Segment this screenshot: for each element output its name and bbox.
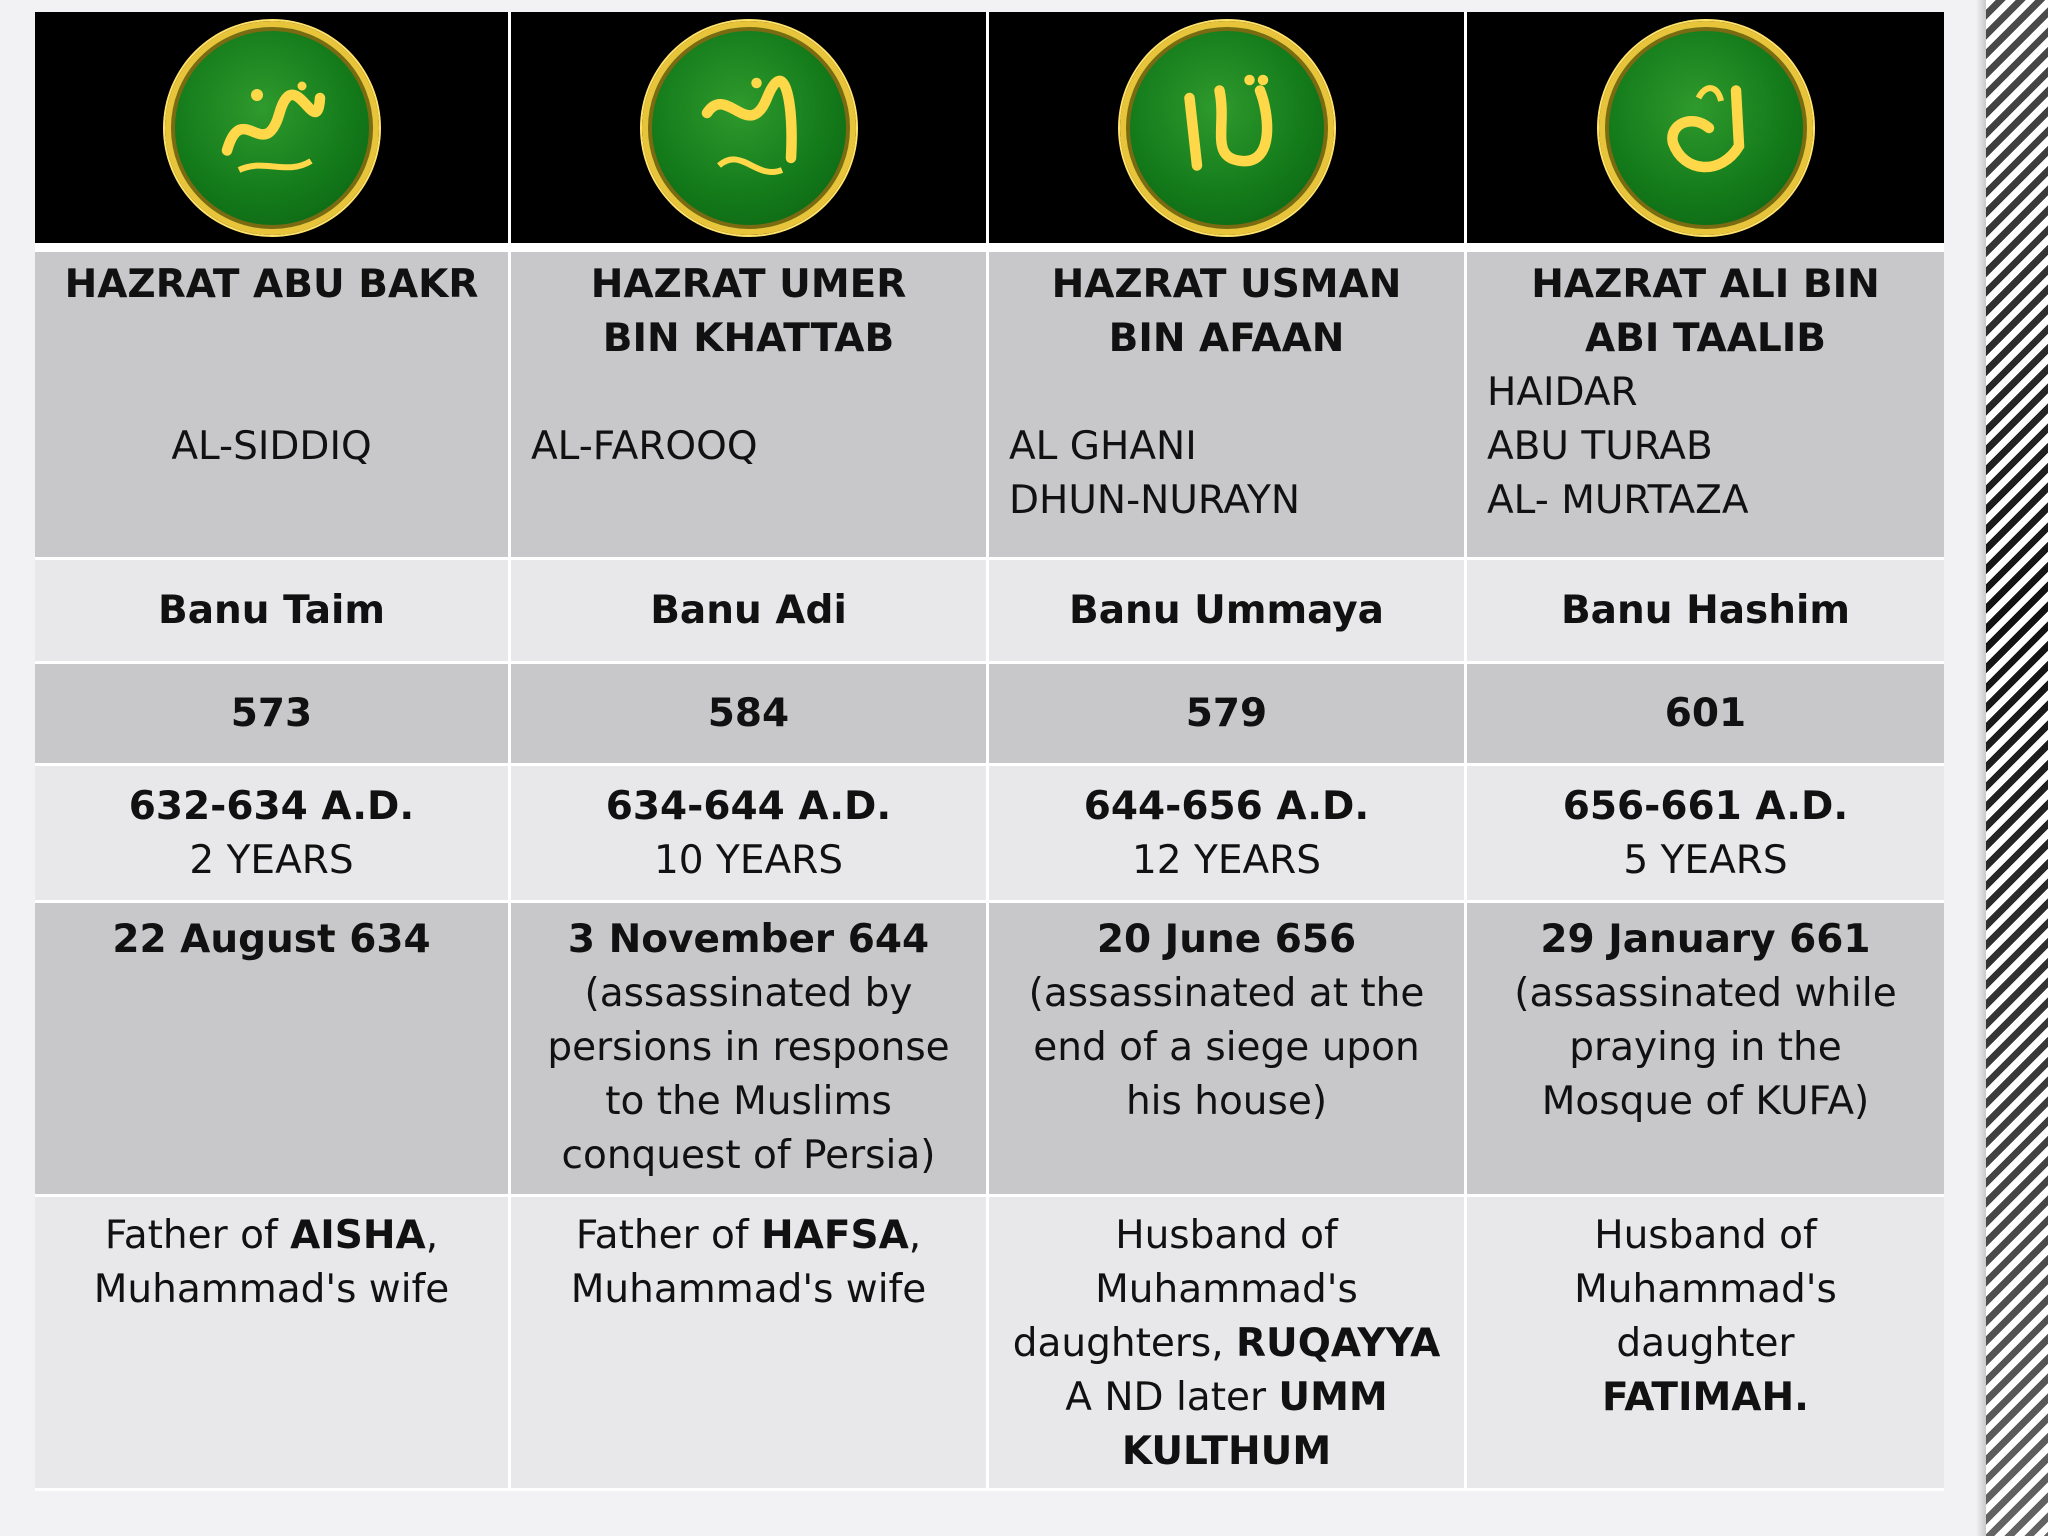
death-date: 22 August 634: [112, 917, 431, 962]
seal-cell-3: [989, 12, 1467, 252]
relation-cell: [511, 1197, 989, 1491]
name-cell-1: [35, 252, 511, 560]
name-cell-4: [1467, 252, 1944, 560]
relation-text: Husband of Muhammad's daughter: [1574, 1213, 1837, 1366]
umar-seal-icon: [642, 21, 856, 235]
clan-cell: Banu Adi: [511, 560, 989, 664]
clan-cell: Banu Hashim: [1467, 560, 1944, 664]
decorative-side-pattern: [1986, 0, 2048, 1536]
death-note: (assassinated by persions in response to the Muslims conquest of Persia): [547, 971, 950, 1178]
caliph-title: ABU TURAB: [1487, 424, 1713, 469]
death-date: 20 June 656: [1096, 917, 1357, 962]
death-cell-2: [511, 903, 989, 1197]
reign-cell-4: [1467, 766, 1944, 903]
reign-cell-3: [989, 766, 1467, 903]
caliph-title: AL-SIDDIQ: [171, 424, 372, 469]
caliph-title: AL- MURTAZA: [1487, 478, 1749, 523]
caliph-name: HAZRAT ABU BAKR: [64, 262, 479, 307]
caliph-name: HAZRAT USMAN BIN AFAAN: [1051, 262, 1402, 361]
death-cell-3: [989, 903, 1467, 1197]
relation-name-emphasis: HAFSA: [761, 1213, 909, 1258]
relation-text: , Muhammad's wife: [570, 1213, 927, 1312]
relation-name-emphasis: UMM KULTHUM: [1121, 1375, 1388, 1474]
born-cell: 584: [511, 664, 989, 766]
relation-text: Father of: [104, 1213, 291, 1258]
clan-cell: Banu Taim: [35, 560, 511, 664]
caliph-name: HAZRAT UMER BIN KHATTAB: [590, 262, 907, 361]
relation-cell: [35, 1197, 511, 1491]
born-cell: 573: [35, 664, 511, 766]
death-date: 29 January 661: [1540, 917, 1871, 962]
caliph-title: DHUN-NURAYN: [1009, 478, 1301, 523]
relation-text: Father of: [575, 1213, 762, 1258]
seal-cell-4: [1467, 12, 1944, 252]
reign-cell-2: [511, 766, 989, 903]
death-note: (assassinated while praying in the Mosque of KUFA): [1514, 971, 1897, 1124]
born-cell: 601: [1467, 664, 1944, 766]
clan-cell: Banu Ummaya: [989, 560, 1467, 664]
decorative-edge-shadow: [1976, 0, 1986, 1536]
born-cell: 579: [989, 664, 1467, 766]
reign-period: 634-644 A.D.: [605, 784, 892, 829]
death-note: (assassinated at the end of a siege upon his house): [1028, 971, 1425, 1124]
reign-period: 632-634 A.D.: [128, 784, 415, 829]
uthman-seal-icon: [1120, 21, 1334, 235]
seal-cell-2: [511, 12, 989, 252]
reign-length: 12 YEARS: [1131, 838, 1322, 883]
relation-cell: [1467, 1197, 1944, 1491]
death-date: 3 November 644: [567, 917, 930, 962]
caliph-title: AL-FAROOQ: [531, 424, 758, 469]
caliph-title: HAIDAR: [1487, 370, 1638, 415]
abu-bakr-seal-icon: [165, 21, 379, 235]
death-cell-1: [35, 903, 511, 1197]
name-cell-3: [989, 252, 1467, 560]
ali-seal-icon: [1599, 21, 1813, 235]
death-cell-4: [1467, 903, 1944, 1197]
caliphs-table: [35, 12, 1944, 1491]
reign-cell-1: [35, 766, 511, 903]
relation-text: A ND later: [1065, 1375, 1279, 1420]
relation-name-emphasis: FATIMAH.: [1602, 1375, 1809, 1420]
relation-name-emphasis: AISHA: [290, 1213, 426, 1258]
reign-period: 644-656 A.D.: [1083, 784, 1370, 829]
reign-period: 656-661 A.D.: [1562, 784, 1849, 829]
reign-length: 10 YEARS: [653, 838, 844, 883]
seal-cell-1: [35, 12, 511, 252]
reign-length: 5 YEARS: [1623, 838, 1788, 883]
relation-name-emphasis: RUQAYYA: [1236, 1321, 1441, 1366]
caliph-title: AL GHANI: [1009, 424, 1197, 469]
relation-cell: [989, 1197, 1467, 1491]
name-cell-2: [511, 252, 989, 560]
relation-text: Husband of Muhammad's daughters,: [1012, 1213, 1358, 1366]
relation-text: , Muhammad's wife: [93, 1213, 450, 1312]
reign-length: 2 YEARS: [189, 838, 354, 883]
caliph-name: HAZRAT ALI BIN ABI TAALIB: [1531, 262, 1880, 361]
